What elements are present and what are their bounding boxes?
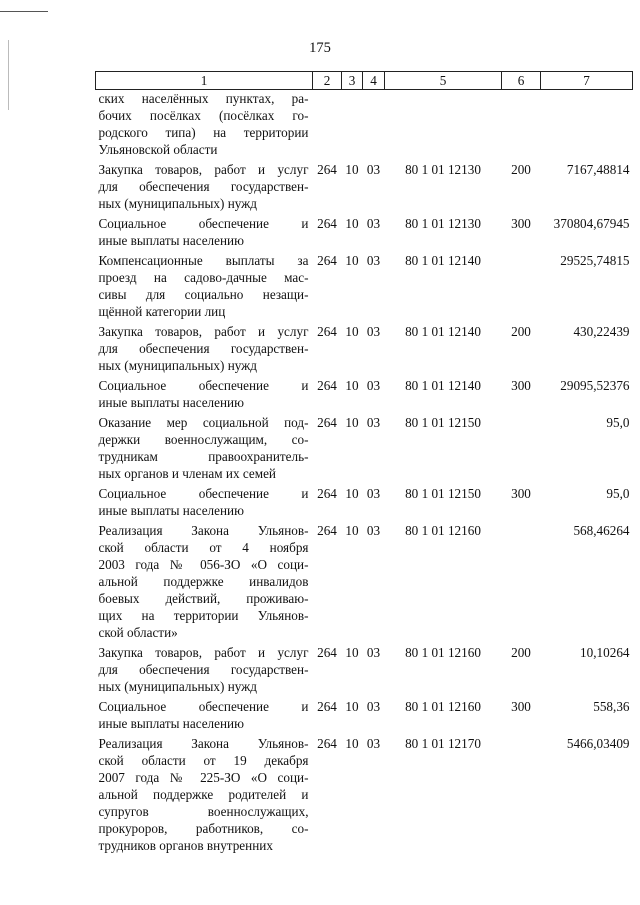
- column-6-expense-type: 300: [511, 486, 531, 501]
- column-header-5: 5: [385, 72, 502, 90]
- column-7-amount: 430,22439: [573, 324, 630, 339]
- column-6-expense-type: 300: [511, 216, 531, 231]
- description-line: Социальное обеспечение и: [98, 486, 309, 501]
- column-4-subsection: 03: [366, 486, 381, 501]
- column-header-1: 1: [96, 72, 313, 90]
- row-description: [96, 90, 313, 159]
- table-row: [96, 215, 633, 249]
- row-description: [96, 414, 313, 482]
- column-5-target-article: 80 1 01 12130: [405, 216, 481, 231]
- column-5-target-article: 80 1 01 12160: [405, 523, 481, 538]
- column-7-amount: 370804,67945: [553, 216, 630, 231]
- column-7-amount: 7167,48814: [566, 162, 630, 177]
- column-7-amount: 29095,52376: [560, 378, 630, 393]
- table-row: [96, 522, 633, 641]
- row-description: [96, 485, 313, 519]
- description-line: трудникам правоохранитель-: [98, 449, 309, 464]
- column-header-4: 4: [363, 72, 385, 90]
- column-7-amount: 95,0: [606, 415, 630, 430]
- column-4-subsection: [363, 90, 385, 159]
- table-row: [96, 377, 633, 411]
- table-row: [96, 252, 633, 320]
- description-line: иные выплаты населению: [98, 503, 244, 518]
- column-3-section: 10: [345, 486, 359, 501]
- description-line: трудников органов внутренних: [98, 838, 273, 853]
- description-line: Реализация Закона Ульянов-: [98, 523, 309, 538]
- description-line: альной поддержке родителей и: [98, 787, 309, 802]
- description-line: проезд на садово-дачные мас-: [98, 270, 309, 285]
- column-6-expense-type: 200: [511, 645, 531, 660]
- column-4-subsection: 03: [366, 523, 381, 538]
- column-6-expense-type: [502, 735, 541, 854]
- column-2-code: 264: [317, 415, 337, 430]
- column-6-expense-type: [502, 414, 541, 482]
- table-header-row: [96, 72, 633, 90]
- table-row: [96, 414, 633, 482]
- description-line: Закупка товаров, работ и услуг: [98, 324, 309, 339]
- column-2-code: 264: [317, 645, 337, 660]
- description-line: ских населённых пунктах, ра-: [98, 91, 309, 106]
- description-line: прокуроров, работников, со-: [98, 821, 309, 836]
- table-row: [96, 644, 633, 695]
- description-line: ных (муниципальных) нужд: [98, 679, 257, 694]
- column-4-subsection: 03: [366, 378, 381, 393]
- description-line: для обеспечения государствен-: [98, 341, 309, 356]
- column-4-subsection: 03: [366, 645, 381, 660]
- page-number: 175: [309, 40, 331, 56]
- column-5-target-article: 80 1 01 12130: [405, 162, 481, 177]
- column-2-code: 264: [317, 162, 337, 177]
- description-line: боевых действий, проживаю-: [98, 591, 309, 606]
- scan-edge-mark-top: [0, 11, 48, 12]
- column-2-code: 264: [317, 253, 337, 268]
- description-line: ных (муниципальных) нужд: [98, 358, 257, 373]
- column-4-subsection: 03: [366, 162, 381, 177]
- column-7-amount: 29525,74815: [560, 253, 630, 268]
- column-2-code: 264: [317, 324, 337, 339]
- column-3-section: 10: [345, 324, 359, 339]
- column-6-expense-type: [502, 90, 541, 159]
- column-6-expense-type: 300: [511, 699, 531, 714]
- description-line: Социальное обеспечение и: [98, 216, 309, 231]
- column-3-section: [342, 90, 363, 159]
- description-line: Закупка товаров, работ и услуг: [98, 645, 309, 660]
- description-line: альной поддержке инвалидов: [98, 574, 309, 589]
- column-3-section: 10: [345, 736, 359, 751]
- column-5-target-article: 80 1 01 12140: [405, 253, 481, 268]
- row-description: [96, 215, 313, 249]
- description-line: ской области»: [98, 625, 178, 640]
- column-5-target-article: 80 1 01 12150: [405, 486, 481, 501]
- column-2-code: 264: [317, 699, 337, 714]
- column-7-amount: 568,46264: [573, 523, 630, 538]
- column-3-section: 10: [345, 699, 359, 714]
- row-spacer: [96, 854, 633, 857]
- row-description: [96, 252, 313, 320]
- description-line: иные выплаты населению: [98, 716, 244, 731]
- description-line: Закупка товаров, работ и услуг: [98, 162, 309, 177]
- table-row: [96, 161, 633, 212]
- description-line: супругов военнослужащих,: [98, 804, 309, 819]
- column-header-3: 3: [342, 72, 363, 90]
- column-6-expense-type: 300: [511, 378, 531, 393]
- budget-table: [95, 71, 633, 857]
- column-header-2: 2: [313, 72, 342, 90]
- table-row: [96, 698, 633, 732]
- description-line: для обеспечения государствен-: [98, 179, 309, 194]
- table-body: [96, 90, 633, 858]
- description-line: для обеспечения государствен-: [98, 662, 309, 677]
- description-line: сивы для социально незащи-: [98, 287, 309, 302]
- column-4-subsection: 03: [366, 415, 381, 430]
- column-header-7: 7: [541, 72, 633, 90]
- column-3-section: 10: [345, 253, 359, 268]
- column-5-target-article: 80 1 01 12170: [405, 736, 481, 751]
- row-description: [96, 698, 313, 732]
- column-6-expense-type: 200: [511, 324, 531, 339]
- column-2-code: 264: [317, 523, 337, 538]
- column-7-amount: 10,10264: [580, 645, 630, 660]
- description-line: Оказание мер социальной под-: [98, 415, 309, 430]
- column-5-target-article: 80 1 01 12160: [405, 645, 481, 660]
- column-4-subsection: 03: [366, 253, 381, 268]
- column-header-6: 6: [502, 72, 541, 90]
- row-description: [96, 735, 313, 854]
- description-line: ской области от 4 ноября: [98, 540, 309, 555]
- table-row: [96, 323, 633, 374]
- column-3-section: 10: [345, 162, 359, 177]
- column-5-target-article: [385, 90, 502, 159]
- column-3-section: 10: [345, 415, 359, 430]
- description-line: 2003 года № 056-ЗО «О соци-: [98, 557, 309, 572]
- column-3-section: 10: [345, 645, 359, 660]
- column-2-code: 264: [317, 736, 337, 751]
- column-7-amount: 558,36: [593, 699, 630, 714]
- description-line: Компенсационные выплаты за: [98, 253, 309, 268]
- description-line: Реализация Закона Ульянов-: [98, 736, 309, 751]
- description-line: ской области от 19 декабря: [98, 753, 309, 768]
- column-6-expense-type: [502, 522, 541, 641]
- column-2-code: 264: [317, 216, 337, 231]
- table-row: [96, 90, 633, 159]
- column-4-subsection: 03: [366, 216, 381, 231]
- column-3-section: 10: [345, 523, 359, 538]
- column-2-code: 264: [317, 378, 337, 393]
- column-3-section: 10: [345, 216, 359, 231]
- column-7-amount: 5466,03409: [566, 736, 630, 751]
- row-description: [96, 377, 313, 411]
- column-4-subsection: 03: [366, 736, 381, 751]
- description-line: ных (муниципальных) нужд: [98, 196, 257, 211]
- description-line: бочих посёлках (посёлках го-: [98, 108, 309, 123]
- table-row: [96, 735, 633, 854]
- column-3-section: 10: [345, 378, 359, 393]
- table-row: [96, 485, 633, 519]
- description-line: иные выплаты населению: [98, 395, 244, 410]
- description-line: Социальное обеспечение и: [98, 699, 309, 714]
- row-description: [96, 644, 313, 695]
- column-5-target-article: 80 1 01 12150: [405, 415, 481, 430]
- column-5-target-article: 80 1 01 12160: [405, 699, 481, 714]
- description-line: иные выплаты населению: [98, 233, 244, 248]
- column-2-code: [313, 90, 342, 159]
- description-line: ных органов и членам их семей: [98, 466, 276, 481]
- row-description: [96, 161, 313, 212]
- description-line: щённой категории лиц: [98, 304, 226, 319]
- row-description: [96, 323, 313, 374]
- column-7-amount: 95,0: [606, 486, 630, 501]
- description-line: Ульяновской области: [98, 142, 218, 157]
- row-spacer-cell: [96, 854, 633, 857]
- description-line: 2007 года № 225-ЗО «О соци-: [98, 770, 309, 785]
- description-line: родского типа) на территории: [98, 125, 309, 140]
- description-line: Социальное обеспечение и: [98, 378, 309, 393]
- description-line: щих на территории Ульянов-: [98, 608, 309, 623]
- column-4-subsection: 03: [366, 699, 381, 714]
- column-6-expense-type: [502, 252, 541, 320]
- column-5-target-article: 80 1 01 12140: [405, 324, 481, 339]
- column-6-expense-type: 200: [511, 162, 531, 177]
- column-2-code: 264: [317, 486, 337, 501]
- column-4-subsection: 03: [366, 324, 381, 339]
- column-7-amount: [541, 90, 633, 159]
- row-description: [96, 522, 313, 641]
- column-5-target-article: 80 1 01 12140: [405, 378, 481, 393]
- description-line: держки военнослужащим, со-: [98, 432, 309, 447]
